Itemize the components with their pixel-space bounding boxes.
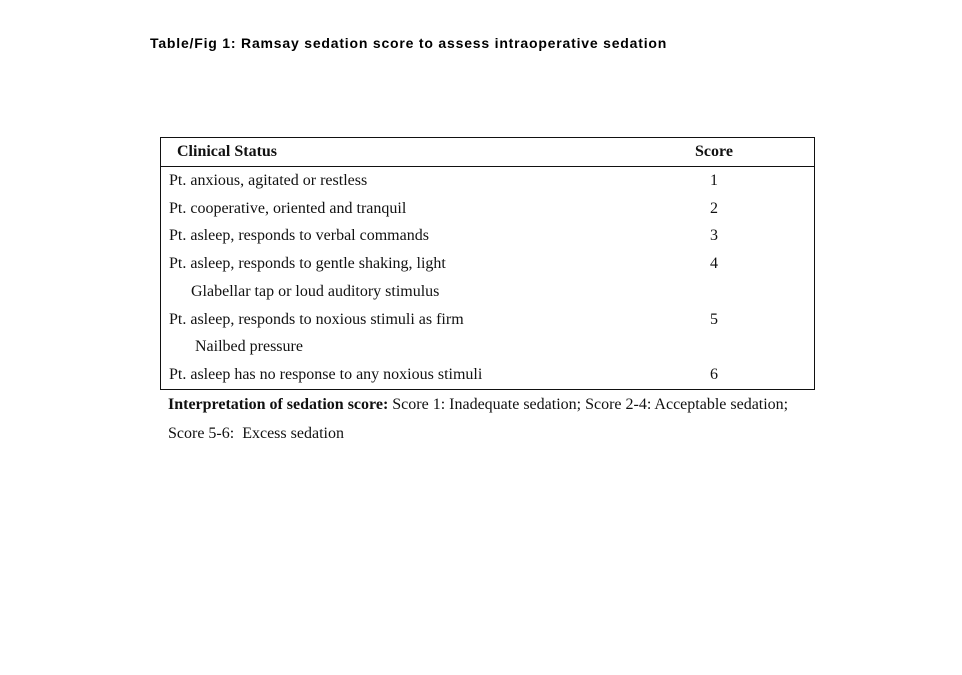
footnote-line1-text: Score 1: Inadequate sedation; Score 2-4: Acceptable sedation; (388, 396, 789, 413)
cell-score: 6 (710, 366, 718, 384)
cell-score: 3 (710, 227, 718, 245)
cell-score: 1 (710, 171, 718, 189)
cell-clinical-status: Pt. cooperative, oriented and tranquil (169, 199, 407, 217)
table-row (161, 167, 814, 195)
table-header-row (161, 138, 814, 167)
footnote-bold-label: Interpretation of sedation score: (168, 396, 389, 413)
cell-clinical-status: Pt. anxious, agitated or restless (169, 171, 368, 189)
table-row (161, 306, 814, 334)
table-row (161, 250, 814, 278)
cell-clinical-status: Pt. asleep, responds to gentle shaking, light (169, 255, 446, 273)
ramsay-sedation-table (160, 137, 815, 390)
footnote-line-1 (168, 391, 788, 420)
column-header-clinical-status: Clinical Status (177, 143, 278, 160)
footnote-line-2: Score 5-6: Excess sedation (168, 424, 344, 442)
cell-score: 2 (710, 199, 718, 217)
cell-score: 4 (710, 255, 718, 273)
cell-score: 5 (710, 310, 718, 328)
cell-clinical-status-continuation: Nailbed pressure (195, 338, 303, 356)
column-header-score: Score (695, 143, 733, 160)
cell-clinical-status-continuation: Glabellar tap or loud auditory stimulus (191, 282, 440, 300)
table-row (161, 195, 814, 223)
cell-clinical-status: Pt. asleep has no response to any noxious stimuli (169, 366, 483, 384)
figure-title: Table/Fig 1: Ramsay sedation score to assess intraoperative sedation (150, 35, 668, 51)
table-row-continuation (161, 334, 814, 362)
table-footnote (168, 391, 788, 448)
table-row-continuation (161, 278, 814, 306)
cell-clinical-status: Pt. asleep, responds to noxious stimuli as firm (169, 310, 464, 328)
table-row (161, 361, 814, 389)
table-row (161, 223, 814, 251)
cell-clinical-status: Pt. asleep, responds to verbal commands (169, 227, 429, 245)
